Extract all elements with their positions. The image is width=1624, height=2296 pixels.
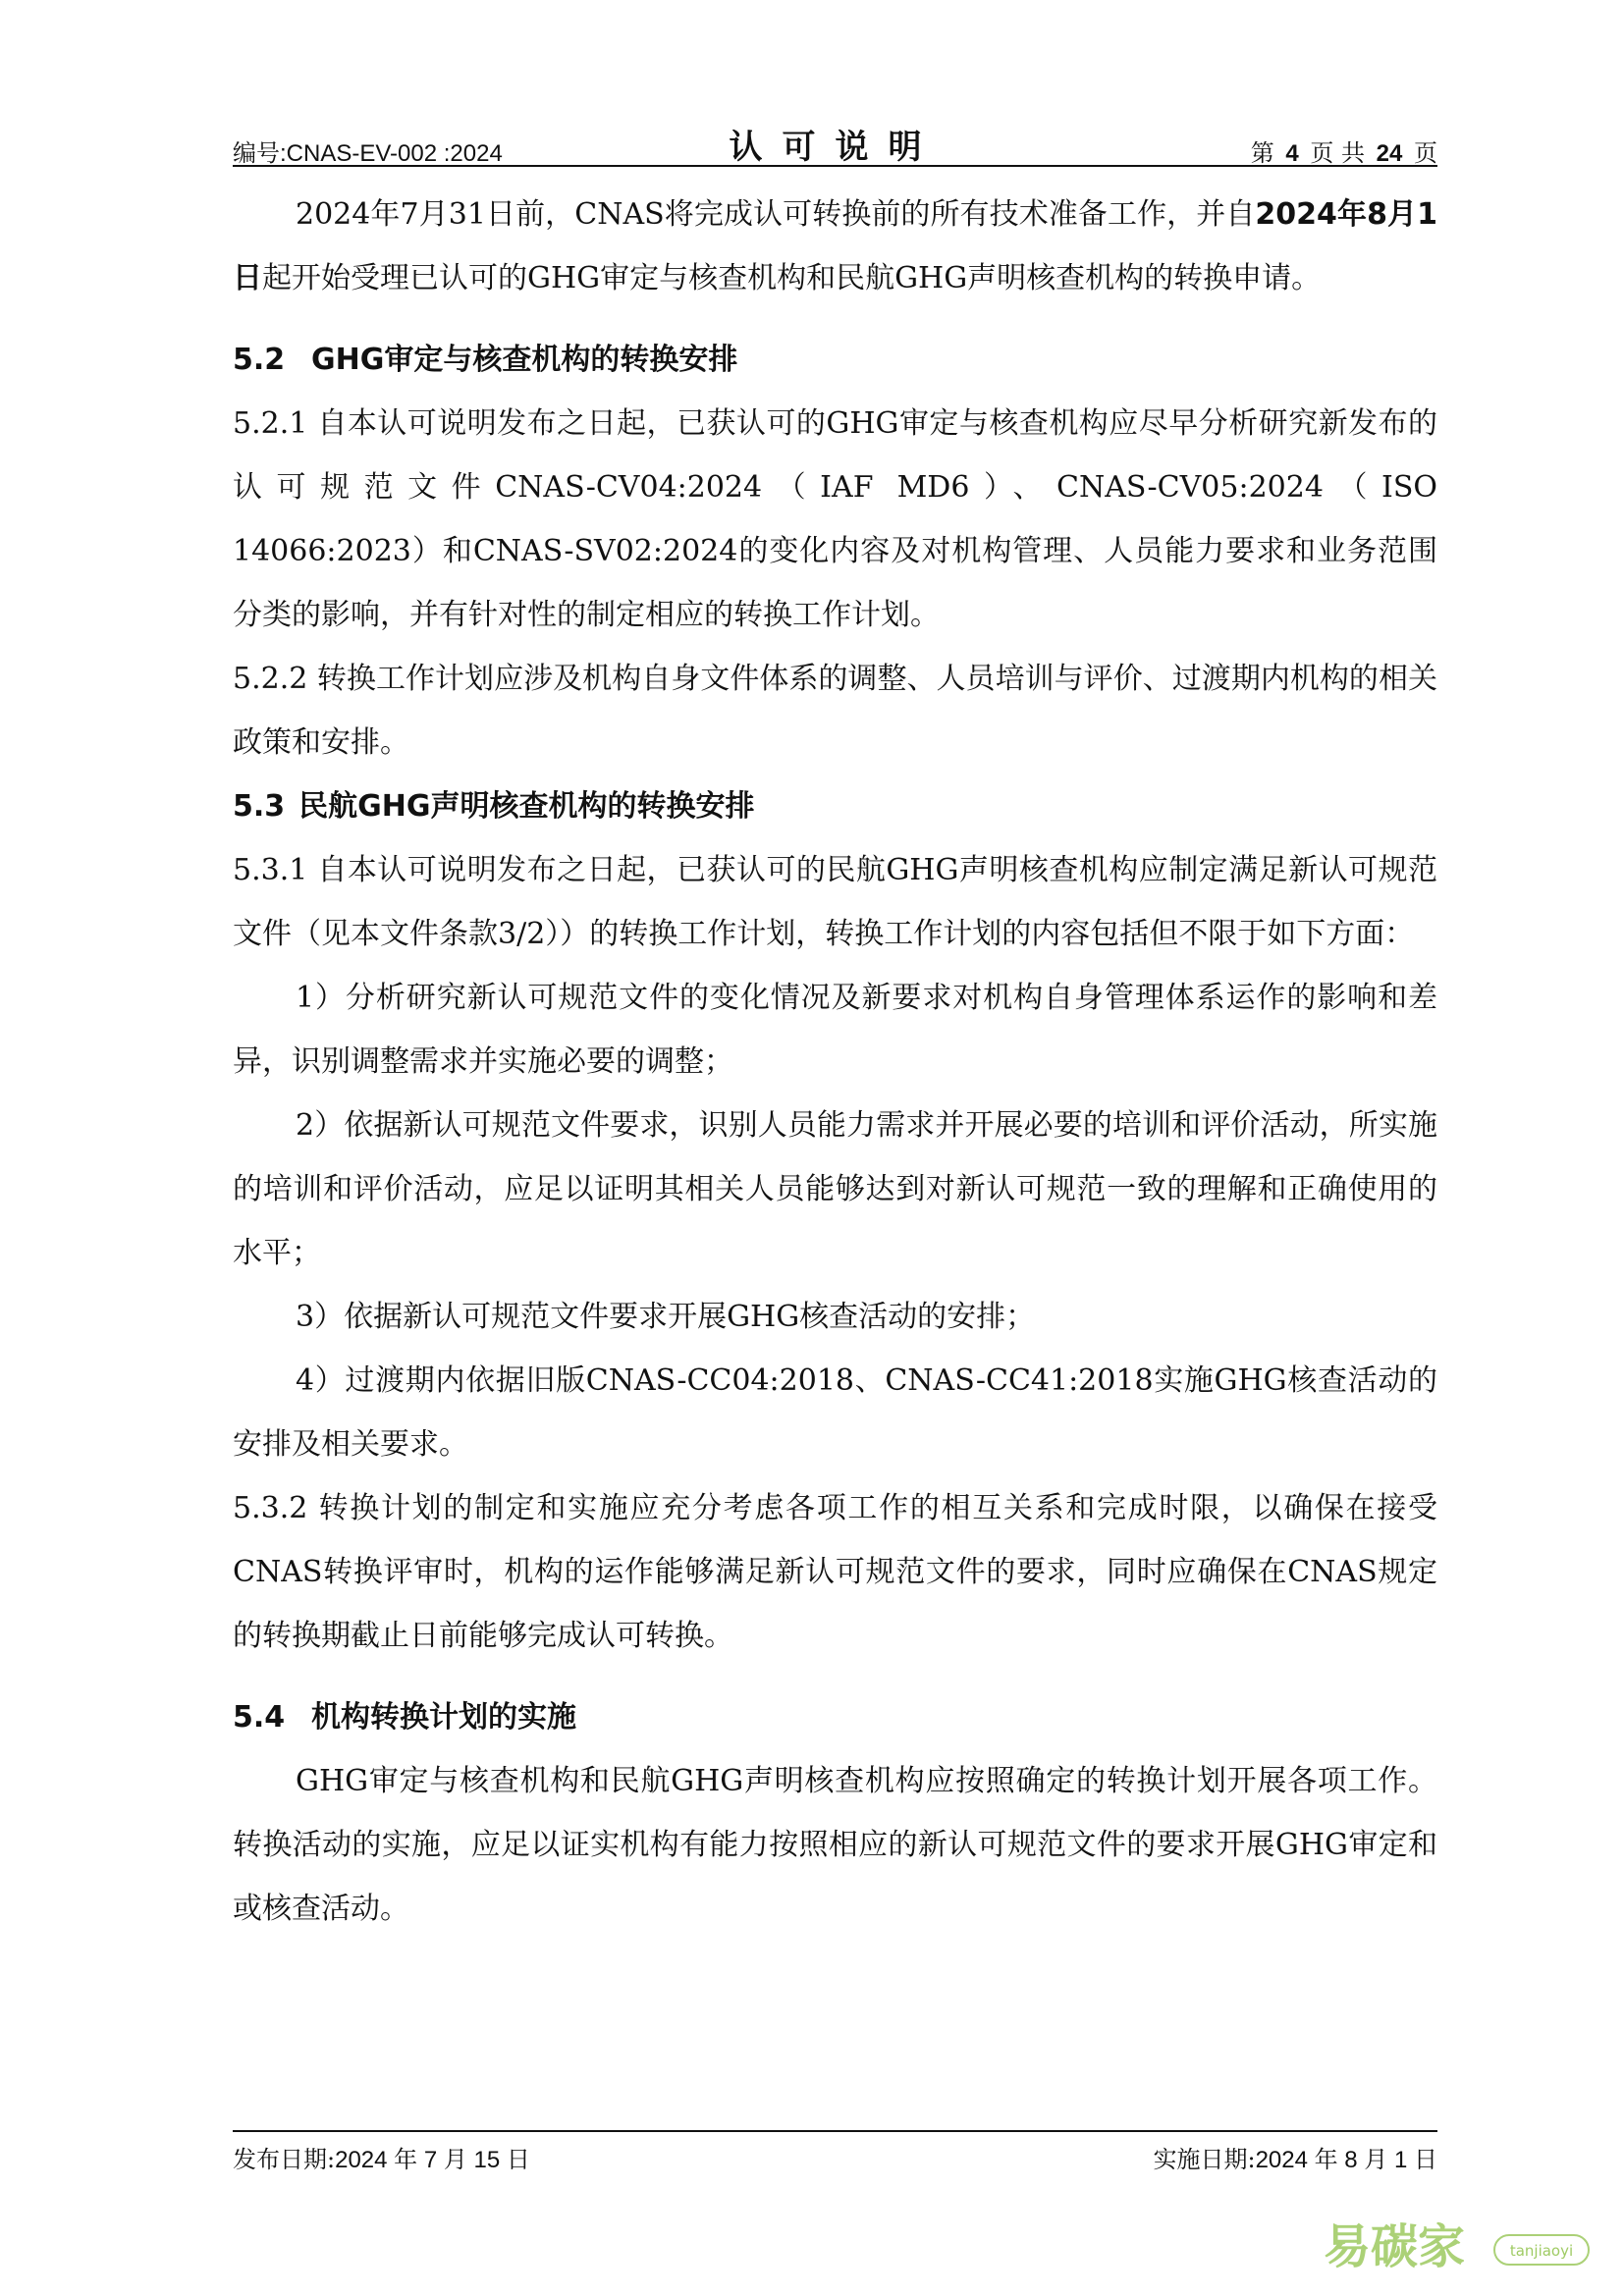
effective-date: 实施日期:2024 年 8 月 1 日	[1153, 2146, 1437, 2173]
intro-paragraph: 2024年7月31日前，CNAS将完成认可转换前的所有技术准备工作，并自2024年8月1日起开始受理已认可的GHG审定与核查机构和民航GHG声明核查机构的转换申请。	[233, 197, 1437, 295]
start-date-emphasis: 2024年8月1日	[233, 197, 1437, 295]
section-5-4-paragraph: GHG审定与核查机构和民航GHG声明核查机构应按照确定的转换计划开展各项工作。转换活动的实施，应足以证实机构有能力按照相应的新认可规范文件的要求开展GHG审定和或核查活动。	[233, 1764, 1437, 1926]
watermark-en-text: tanjiaoyi	[1509, 2242, 1574, 2260]
clause-5-2-1: 5.2.1 自本认可说明发布之日起，已获认可的GHG审定与核查机构应尽早分析研究新发布的认可规范文件CNAS-CV04:2024（IAF MD6）、CNAS-CV05:2024（ISO 14066:2023）和CNAS-SV02:2024的变化内容及对机构管理、人员能力要求和业务范围分类的影响，并有针对性的制定相应的转换工作计划。	[233, 406, 1437, 632]
total-page-number: 24	[1376, 140, 1403, 167]
section-5-2-heading: 5.2 GHG审定与核查机构的转换安排	[233, 343, 738, 377]
page-header	[233, 116, 1437, 165]
list-item-3: 3）依据新认可规范文件要求开展GHG核查活动的安排；	[296, 1300, 1036, 1334]
clause-5-3-1: 5.3.1 自本认可说明发布之日起，已获认可的民航GHG声明核查机构应制定满足新认可规范文件（见本文件条款3/2））的转换工作计划，转换工作计划的内容包括但不限于如下方面：	[233, 853, 1437, 951]
footer-divider	[233, 2130, 1437, 2132]
watermark-cn-text: 易碳家	[1324, 2219, 1466, 2274]
clause-5-3-2: 5.3.2 转换计划的制定和实施应充分考虑各项工作的相互关系和完成时限，以确保在接受CNAS转换评审时，机构的运作能够满足新认可规范文件的要求，同时应确保在CNAS规定的转换期截止日前能够完成认可转换。	[233, 1491, 1437, 1653]
document-title: 认可说明	[729, 128, 942, 167]
header-divider	[233, 165, 1437, 167]
watermark-logo	[1320, 2206, 1595, 2278]
document-body	[233, 183, 1437, 1941]
current-page-number: 4	[1285, 140, 1299, 167]
list-item-4: 4）过渡期内依据旧版CNAS-CC04:2018、CNAS-CC41:2018实施GHG核查活动的安排及相关要求。	[233, 1363, 1437, 1462]
publish-date: 发布日期:2024 年 7 月 15 日	[233, 2146, 530, 2173]
document-code: 编号:CNAS-EV-002 :2024	[233, 140, 503, 167]
page-indicator: 第 4 页 共 24 页	[1250, 139, 1437, 167]
clause-5-2-2: 5.2.2 转换工作计划应涉及机构自身文件体系的调整、人员培训与评价、过渡期内机构的相关政策和安排。	[233, 662, 1437, 760]
list-item-1: 1）分析研究新认可规范文件的变化情况及新要求对机构自身管理体系运作的影响和差异，识别调整需求并实施必要的调整；	[233, 981, 1437, 1079]
section-5-3-heading: 5.3 民航GHG声明核查机构的转换安排	[233, 789, 755, 824]
section-5-4-heading: 5.4 机构转换计划的实施	[233, 1700, 576, 1735]
list-item-2: 2）依据新认可规范文件要求，识别人员能力需求并开展必要的培训和评价活动，所实施的培训和评价活动，应足以证明其相关人员能够达到对新认可规范一致的理解和正确使用的水平；	[233, 1108, 1437, 1270]
